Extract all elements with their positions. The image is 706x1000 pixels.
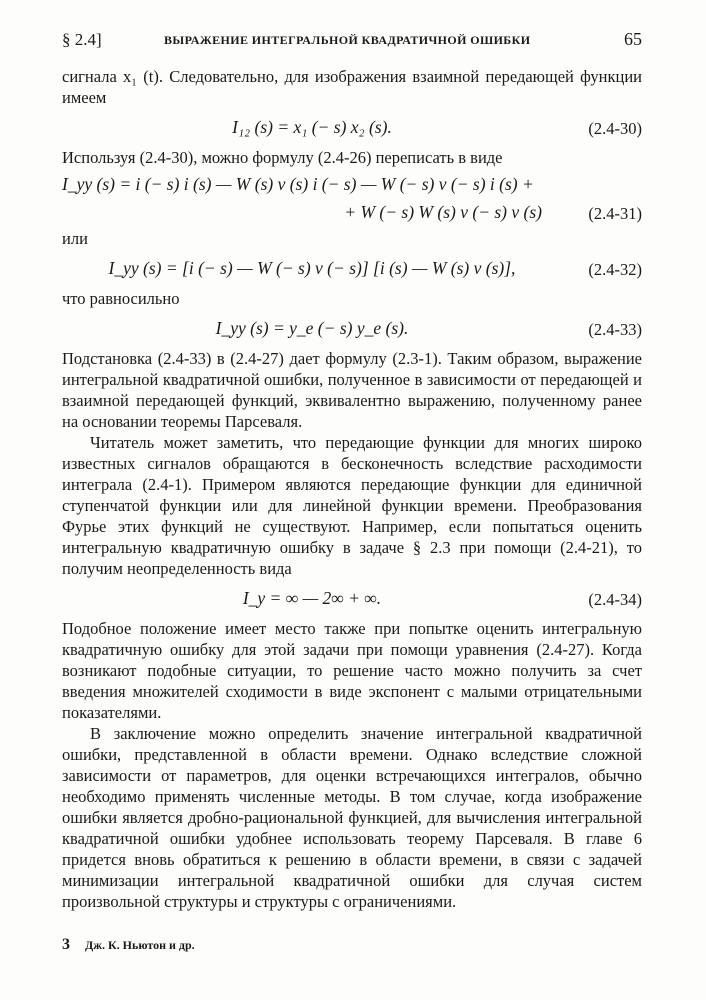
section-number: § 2.4] bbox=[62, 30, 102, 49]
equation-2-4-31-line-1 bbox=[62, 172, 642, 196]
paragraph-2: Используя (2.4-30), можно формулу (2.4-26) переписать в виде bbox=[62, 148, 503, 167]
equation-2-4-31-line-2 bbox=[62, 200, 642, 224]
page-body bbox=[62, 66, 642, 912]
equation-number: (2.4-31) bbox=[588, 204, 642, 223]
equation-expression: I_yy (s) = i (− s) i (s) — W (s) v (s) i (− s) — W (− s) v (− s) i (s) + bbox=[62, 174, 534, 194]
equation-number: (2.4-33) bbox=[588, 320, 642, 339]
equation-expression: + W (− s) W (s) v (− s) v (s) bbox=[344, 202, 542, 222]
paragraph-8: В заключение можно определить значение интегральной квадратичной ошибки, представленной в области времени. Однако вследствие сложной зависимости от параметров, для оценки встречающихся интегралов, обычно необходимо применять численные методы. В том случае, когда изображение ошибки является дробно-рациональной функцией, для вычисления интегральной квадратичной ошибки удобнее использовать теорему Парсеваля. В главе 6 придется вновь обратиться к решению в области времени, в связи с задачей минимизации интегральной квадратичной ошибки для случая систем произвольной структуры и структуры с ограничениями. bbox=[62, 724, 642, 911]
equation-expression: I_yy (s) = y_e (− s) y_e (s). bbox=[215, 318, 409, 338]
equation-2-4-33 bbox=[62, 316, 642, 342]
equation-2-4-32 bbox=[62, 256, 642, 282]
page-number: 65 bbox=[624, 29, 642, 49]
paragraph-7: Подобное положение имеет место также при попытке оценить интегральную квадратичную ошибку для этой задачи при помощи уравнения (2.4-27). Когда возникают подобные ситуации, то решение часто можно получить за счет введения множителей сходимости в виде экспонент с малыми отрицательными показателями. bbox=[62, 619, 642, 722]
running-title: ВЫРАЖЕНИЕ ИНТЕГРАЛЬНОЙ КВАДРАТИЧНОЙ ОШИБКИ bbox=[164, 33, 531, 47]
equation-expression: I_yy (s) = [i (− s) — W (− s) v (− s)] [i (s) — W (s) v (s)], bbox=[108, 258, 516, 278]
paragraph-5: Подстановка (2.4-33) в (2.4-27) дает формулу (2.3-1). Таким образом, выражение интегральной квадратичной ошибки, полученное в зависимости от передающей и взаимной передающей функций, эквивалентно выражению, полученному ранее на основании теоремы Парсеваля. bbox=[62, 349, 642, 431]
equation-number: (2.4-32) bbox=[588, 260, 642, 279]
footer-text: Дж. К. Ньютон и др. bbox=[85, 938, 195, 952]
page-footer bbox=[62, 936, 195, 954]
equation-2-4-34 bbox=[62, 586, 642, 612]
paragraph-3: или bbox=[62, 229, 88, 248]
equation-number: (2.4-30) bbox=[588, 119, 642, 138]
equation-expression: I₁₂ (s) = x₁ (− s) x₂ (s). bbox=[232, 117, 392, 137]
equation-number: (2.4-34) bbox=[588, 590, 642, 609]
page-header bbox=[62, 30, 642, 52]
signature-mark: 3 bbox=[62, 936, 70, 953]
equation-expression: I_y = ∞ — 2∞ + ∞. bbox=[242, 588, 382, 608]
paragraph-6: Читатель может заметить, что передающие функции для многих широко известных сигналов обращаются в бесконечность вследствие расходимости интеграла (2.4-1). Примером являются передающие функции для единичной ступенчатой функции или для линейной функции времени. Преобразования Фурье этих функций не существуют. Например, если попытаться оценить интегральную квадратичную ошибку в задаче § 2.3 при помощи (2.4-21), то получим неопределенность вида bbox=[62, 433, 642, 578]
paragraph-1: сигнала x₁ (t). Следовательно, для изображения взаимной передающей функции имеем bbox=[62, 67, 642, 107]
paragraph-4: что равносильно bbox=[62, 289, 180, 308]
equation-2-4-30 bbox=[62, 115, 642, 141]
